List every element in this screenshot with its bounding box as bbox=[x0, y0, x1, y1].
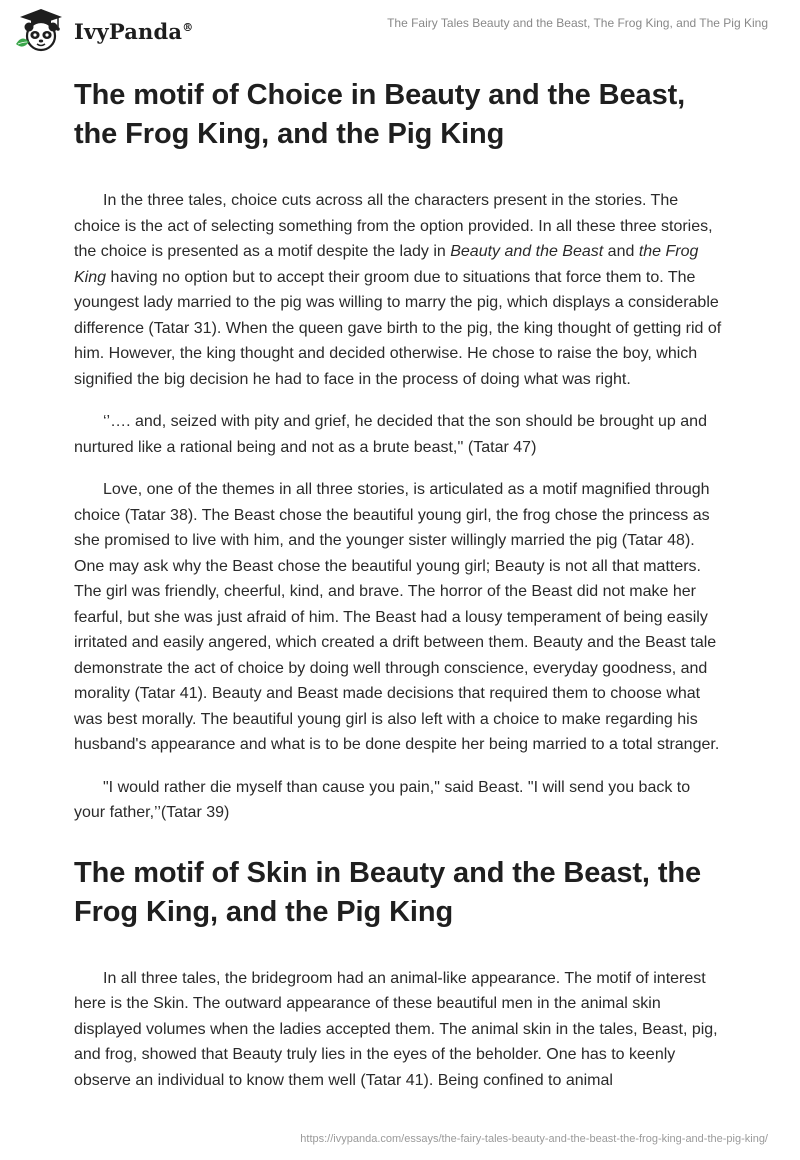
section-heading-choice: The motif of Choice in Beauty and the Beast, the Frog King, and the Pig King bbox=[74, 79, 686, 150]
source-url-link[interactable]: https://ivypanda.com/essays/the-fairy-tales-beauty-and-the-beast-the-frog-king-and-the-pig-king/ bbox=[300, 1133, 768, 1145]
italic-title: Beauty and the Beast bbox=[450, 243, 604, 260]
paragraph: In all three tales, the bridegroom had an animal-like appearance. The motif of interest here is the Skin. The outward appearance of these beautiful men in the animal skin displayed volumes when the ladies accepted them. The animal skin in the tales, Beast, pig, and frog, showed that Beauty truly lies in the eyes of the beholder. One has to keenly observe an individual to know them well (Tatar 41). Being confined to animal bbox=[74, 969, 718, 1089]
section-heading-skin: The motif of Skin in Beauty and the Beast, the Frog King, and the Pig King bbox=[74, 856, 702, 928]
logo-wordmark: IvyPanda® bbox=[74, 18, 194, 44]
panda-graduate-icon bbox=[14, 8, 68, 52]
paragraph: In the three tales, choice cuts across all the characters present in the stories. The choice is the act of selecting something from the option provided. In all these three stories, the choice is presented as a motif despite the lady in Beauty and the Beast and the Frog King having no option but to accept their groom due to situations that force them to. The youngest lady married to the pig was willing to marry the pig, which displays a considerable difference (Tatar 31). When the queen gave birth to the pig, the king thought of getting rid of him. However, the king thought and decided otherwise. He chose to raise the boy, which signified the big decision he had to face in the process of doing what was right. bbox=[74, 192, 722, 388]
essay-content bbox=[74, 76, 722, 1110]
document-header-title: The Fairy Tales Beauty and the Beast, The Frog King, and The Pig King bbox=[387, 16, 768, 30]
quote-paragraph: "I would rather die myself than cause you pain," said Beast. "I will send you back to your father,’’(Tatar 39) bbox=[74, 778, 691, 821]
quote-paragraph: ‘’…. and, seized with pity and grief, he decided that the son should be brought up and nurtured like a rational being and not as a brute beast,'' (Tatar 47) bbox=[74, 413, 707, 456]
page-header bbox=[0, 0, 800, 60]
paragraph: Love, one of the themes in all three stories, is articulated as a motif magnified through choice (Tatar 38). The Beast chose the beautiful young girl, the frog chose the princess as she promised to live with him, and the younger sister willingly married the pig (Tatar 48). One may ask why the Beast chose the beautiful young girl; Beauty is not all that matters. The girl was friendly, cheerful, kind, and brave. The horror of the Beast did not make her fearful, but she was just afraid of him. The Beast had a lousy temperament of being easily irritated and easily angered, which created a drift between them. Beauty and the Beast tale demonstrate the act of choice by doing well through conscience, everyday goodness, and morality (Tatar 41). Beauty and Beast made decisions that required them to choose what was best morally. The beautiful young girl is also left with a choice to make regarding his husband's appearance and what is to be done despite her being married to a total stranger. bbox=[74, 481, 720, 753]
ivypanda-logo[interactable] bbox=[14, 8, 193, 52]
italic-title: the Frog King bbox=[74, 243, 699, 286]
